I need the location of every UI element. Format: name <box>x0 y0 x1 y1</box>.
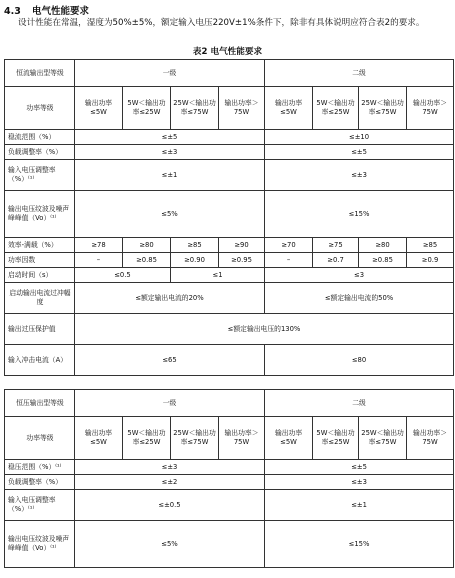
table-row <box>5 160 454 191</box>
cell-value: ≤5% <box>75 191 265 238</box>
cell-value: ≤1 <box>171 268 265 283</box>
power-col-header: 5W＜输出功率≤25W <box>123 417 171 460</box>
cell-value: ≥0.90 <box>171 253 219 268</box>
cell-value: ≥0.7 <box>313 253 359 268</box>
table-row <box>5 521 454 568</box>
table-row <box>5 130 454 145</box>
power-col-header: 5W＜输出功率≤25W <box>123 87 171 130</box>
intro-paragraph: 设计性能在常温，湿度为50%±5%，额定输入电压220V±1%条件下，除非有具体说明应符合表2的要求。 <box>18 18 425 28</box>
level1-header: 一级 <box>75 390 265 417</box>
table-row <box>5 345 454 376</box>
power-col-header: 输出功率＞75W <box>407 87 454 130</box>
row-label: 输出电压纹波及噪声峰峰值（Vo）⁽¹⁾ <box>5 521 75 568</box>
table-row <box>5 145 454 160</box>
power-col-header: 输出功率≤5W <box>265 417 313 460</box>
cell-value: ≤15% <box>265 191 454 238</box>
section-number: 4.3 <box>4 6 21 17</box>
row-label: 启动时间（s） <box>5 268 75 283</box>
cell-value: ≤±0.5 <box>75 490 265 521</box>
cell-value: ≥78 <box>75 238 123 253</box>
row-label: 负载调整率（%） <box>5 475 75 490</box>
power-col-header: 输出功率≤5W <box>75 87 123 130</box>
cell-value: ≤±3 <box>265 475 454 490</box>
power-col-header: 25W＜输出功率≤75W <box>171 417 219 460</box>
cell-value: ≤±5 <box>75 130 265 145</box>
section-heading <box>4 3 89 17</box>
cell-value: ≤±5 <box>265 145 454 160</box>
cell-value: ≤±10 <box>265 130 454 145</box>
power-level-label: 功率等级 <box>5 417 75 460</box>
power-col-header: 输出功率≤5W <box>265 87 313 130</box>
table-row <box>5 191 454 238</box>
cell-value: ≤±2 <box>75 475 265 490</box>
table-row <box>5 238 454 253</box>
table-row <box>5 253 454 268</box>
row-label: 效率-满载（%） <box>5 238 75 253</box>
power-col-header: 输出功率＞75W <box>219 417 265 460</box>
cell-value: ≥85 <box>171 238 219 253</box>
cell-value: ≥0.85 <box>123 253 171 268</box>
cell-value: ≤额定输出电流的20% <box>75 283 265 314</box>
constant-voltage-table <box>4 389 454 568</box>
cell-value: ≤额定输出电流的50% <box>265 283 454 314</box>
table-caption: 表2 电气性能要求 <box>192 47 263 57</box>
power-col-header: 输出功率＞75W <box>219 87 265 130</box>
row-label: 稳压范围（%）⁽¹⁾ <box>5 460 75 475</box>
cell-value: ≥0.9 <box>407 253 454 268</box>
power-col-header: 输出功率＞75W <box>407 417 454 460</box>
level2-header: 二级 <box>265 60 454 87</box>
power-col-header: 5W＜输出功率≤25W <box>313 87 359 130</box>
power-col-header: 25W＜输出功率≤75W <box>359 417 407 460</box>
cell-value: ≤80 <box>265 345 454 376</box>
cell-value: ≤±5 <box>265 460 454 475</box>
section-title: 电气性能要求 <box>32 6 90 17</box>
table-row <box>5 490 454 521</box>
cell-value: ≤15% <box>265 521 454 568</box>
table-row <box>5 314 454 345</box>
row-label: 输出过压保护值 <box>5 314 75 345</box>
power-col-header: 25W＜输出功率≤75W <box>359 87 407 130</box>
table-row <box>5 268 454 283</box>
cell-value: ≥90 <box>219 238 265 253</box>
power-col-header: 输出功率≤5W <box>75 417 123 460</box>
level2-header: 二级 <box>265 390 454 417</box>
row-label: 输入电压调整率（%）⁽¹⁾ <box>5 160 75 191</box>
cell-value: ≥85 <box>407 238 454 253</box>
cell-value: ≥70 <box>265 238 313 253</box>
table-row <box>5 475 454 490</box>
cell-value: ≥0.95 <box>219 253 265 268</box>
cell-value: ≥80 <box>359 238 407 253</box>
power-col-header: 25W＜输出功率≤75W <box>171 87 219 130</box>
cell-value: ≥80 <box>123 238 171 253</box>
cell-value: ≤±3 <box>75 145 265 160</box>
type-label: 恒流输出型等级 <box>5 60 75 87</box>
cell-value: ≤±3 <box>265 160 454 191</box>
cell-value: ≤5% <box>75 521 265 568</box>
row-label: 稳流范围（%） <box>5 130 75 145</box>
row-label: 输入冲击电流（A） <box>5 345 75 376</box>
row-label: 负载调整率（%） <box>5 145 75 160</box>
row-label: 启动输出电流过冲幅度 <box>5 283 75 314</box>
type-label: 恒压输出型等级 <box>5 390 75 417</box>
cell-value: ≤额定输出电压的130% <box>75 314 454 345</box>
cell-value: ≤±1 <box>265 490 454 521</box>
constant-current-table <box>4 59 454 376</box>
cell-value: – <box>75 253 123 268</box>
cell-value: ≤±1 <box>75 160 265 191</box>
row-label: 功率因数 <box>5 253 75 268</box>
table-row <box>5 460 454 475</box>
cell-value: ≤±3 <box>75 460 265 475</box>
power-level-label: 功率等级 <box>5 87 75 130</box>
cell-value: ≤3 <box>265 268 454 283</box>
cell-value: ≥0.85 <box>359 253 407 268</box>
row-label: 输入电压调整率（%）⁽¹⁾ <box>5 490 75 521</box>
cell-value: ≤0.5 <box>75 268 171 283</box>
cell-value: ≥75 <box>313 238 359 253</box>
table-row <box>5 283 454 314</box>
level1-header: 一级 <box>75 60 265 87</box>
cell-value: ≤65 <box>75 345 265 376</box>
power-col-header: 5W＜输出功率≤25W <box>313 417 359 460</box>
row-label: 输出电压纹波及噪声峰峰值（Vo）⁽¹⁾ <box>5 191 75 238</box>
cell-value: – <box>265 253 313 268</box>
